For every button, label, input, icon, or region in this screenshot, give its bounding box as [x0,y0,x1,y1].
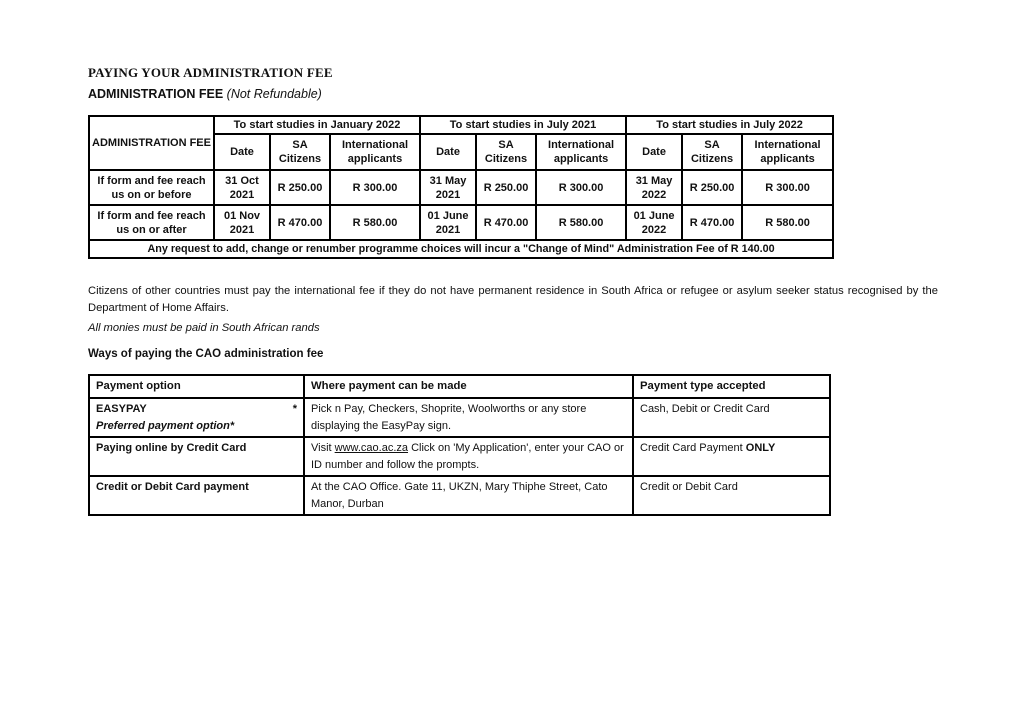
payment-option-office: Credit or Debit Card payment [89,476,304,515]
fee-cell-date: 01 June 2021 [420,205,476,240]
international-fee-paragraph: Citizens of other countries must pay the international fee if they do not have permanent residence in South Africa or refugee or asylum seeker status recognised by the Department of Home Affairs. [88,285,938,314]
col-header-sa-citizens: SA Citizens [270,134,330,170]
admin-fee-subtitle-bold: ADMINISTRATION FEE [88,87,227,101]
col-header-payment-type: Payment type accepted [633,375,830,398]
fee-cell-date: 01 Nov 2021 [214,205,270,240]
fee-row-label: If form and fee reach us on or before [89,170,214,205]
fee-row-on-or-after [89,205,833,240]
online-where-suffix: Click on 'My Application', enter your CAO or ID number and follow the prompts. [311,442,624,471]
col-header-date: Date [420,134,476,170]
payment-row-easypay [89,398,830,437]
fee-cell-intl: R 580.00 [330,205,420,240]
rands-note: All monies must be paid in South African rands [88,322,320,334]
fee-cell-sa: R 470.00 [682,205,742,240]
fee-cell-date: 31 May 2021 [420,170,476,205]
easypay-where-cell: Pick n Pay, Checkers, Shoprite, Woolworths or any store displaying the EasyPay sign. [304,398,633,437]
col-header-date: Date [214,134,270,170]
online-type-text: Credit Card Payment [640,442,746,454]
online-where-cell [304,437,633,476]
group-header-jan-2022: To start studies in January 2022 [214,116,420,134]
col-header-international: International applicants [330,134,420,170]
fee-cell-date: 31 May 2022 [626,170,682,205]
fee-cell-intl: R 580.00 [742,205,833,240]
fee-cell-sa: R 470.00 [270,205,330,240]
col-header-international: International applicants [742,134,833,170]
col-header-sa-citizens: SA Citizens [476,134,536,170]
payment-option-easypay [89,398,304,437]
fee-cell-sa: R 250.00 [270,170,330,205]
fee-cell-date: 01 June 2022 [626,205,682,240]
fee-cell-sa: R 470.00 [476,205,536,240]
not-refundable-note: (Not Refundable) [226,87,322,101]
col-header-where-payment: Where payment can be made [304,375,633,398]
fee-cell-intl: R 300.00 [536,170,626,205]
col-header-international: International applicants [536,134,626,170]
fee-row-label: If form and fee reach us on or after [89,205,214,240]
admin-fee-subtitle [88,87,322,101]
fee-table-corner-header: ADMINISTRATION FEE [89,116,214,170]
fee-row-on-or-before [89,170,833,205]
payment-table-header-row [89,375,830,398]
payment-option-online: Paying online by Credit Card [89,437,304,476]
page-title: PAYING YOUR ADMINISTRATION FEE [88,65,333,80]
online-type-only: ONLY [745,442,776,454]
col-header-payment-option: Payment option [89,375,304,398]
office-where-cell: At the CAO Office. Gate 11, UKZN, Mary Thiphe Street, Cato Manor, Durban [304,476,633,515]
office-type-cell: Credit or Debit Card [633,476,830,515]
fee-cell-sa: R 250.00 [682,170,742,205]
payment-row-online-credit-card [89,437,830,476]
online-where-prefix: Visit [311,442,335,454]
fee-cell-intl: R 300.00 [742,170,833,205]
administration-fee-table [88,115,834,259]
col-header-date: Date [626,134,682,170]
change-of-mind-note: Any request to add, change or renumber programme choices will incur a "Change of Mind" Administration Fee of R 140.00 [89,240,833,258]
group-header-jul-2021: To start studies in July 2021 [420,116,626,134]
payment-row-cao-office [89,476,830,515]
online-type-cell [633,437,830,476]
easypay-asterisk: * [292,403,297,415]
fee-cell-intl: R 580.00 [536,205,626,240]
easypay-label: EASYPAY [96,403,147,415]
fee-table-group-header-row [89,116,833,134]
group-header-jul-2022: To start studies in July 2022 [626,116,833,134]
fee-cell-date: 31 Oct 2021 [214,170,270,205]
payment-options-table [88,374,831,516]
fee-table-footer-row [89,240,833,258]
cao-website-link[interactable]: www.cao.ac.za [334,442,409,454]
easypay-type-cell: Cash, Debit or Credit Card [633,398,830,437]
fee-cell-intl: R 300.00 [330,170,420,205]
preferred-option-note: Preferred payment option* [96,419,235,432]
fee-cell-sa: R 250.00 [476,170,536,205]
easypay-label-line [96,401,297,418]
col-header-sa-citizens: SA Citizens [682,134,742,170]
ways-of-paying-heading: Ways of paying the CAO administration fee [88,348,324,360]
